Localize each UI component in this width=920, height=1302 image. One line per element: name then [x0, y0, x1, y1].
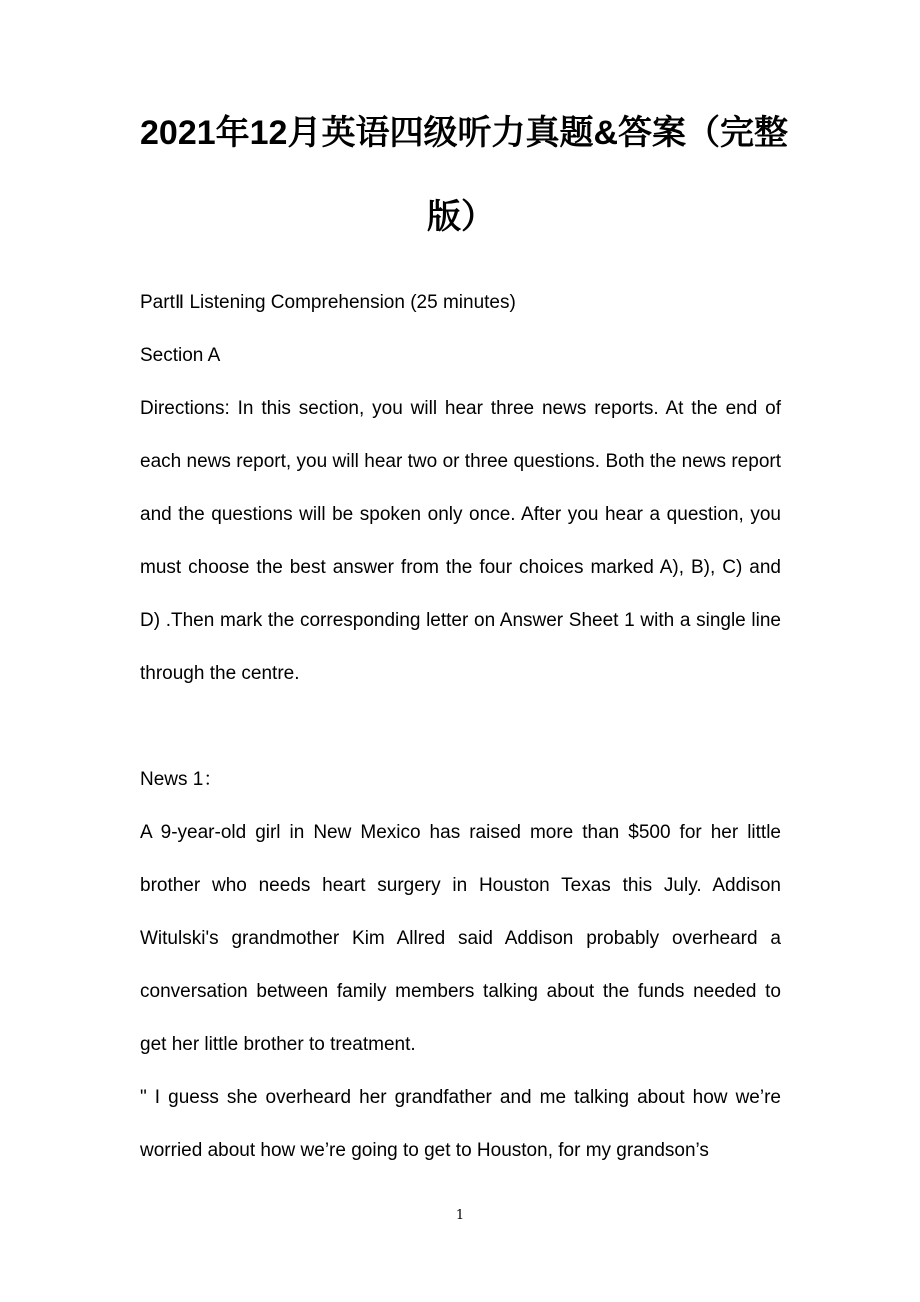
news-paragraph-2: " I guess she overheard her grandfather and me talking about how we’re worried about how we’re going to get to Houston, for my grandson’s: [140, 1087, 781, 1161]
news-paragraph-1: A 9-year-old girl in New Mexico has raised more than $500 for her little brother who needs heart surgery in Houston Texas this July. Addison Witulski's grandmother Kim Allred said Addison probably overheard a conversation between family members talking about the funds needed to get her little brother to treatment.: [140, 822, 781, 1055]
directions-paragraph: Directions: In this section, you will hear three news reports. At the end of each news report, you will hear two or three questions. Both the news report and the questions will be spoken only once. After you hear a question, you must choose the best answer from the four choices marked A), B), C) and D) .Then mark the corresponding letter on Answer Sheet 1 with a single line through the centre.: [140, 398, 781, 684]
page-number: 1: [455, 1208, 465, 1223]
news-label: News 1：: [140, 769, 223, 790]
part-heading: PartⅡ Listening Comprehension (25 minutes): [140, 292, 516, 313]
paragraph-spacer: [140, 700, 781, 753]
document-body: [140, 276, 781, 1177]
document-title-line-1: 2021年12月英语四级听力真题&答案（完整: [140, 114, 789, 152]
section-heading: Section A: [140, 345, 221, 366]
document-title-line-2: 版）: [427, 198, 495, 236]
